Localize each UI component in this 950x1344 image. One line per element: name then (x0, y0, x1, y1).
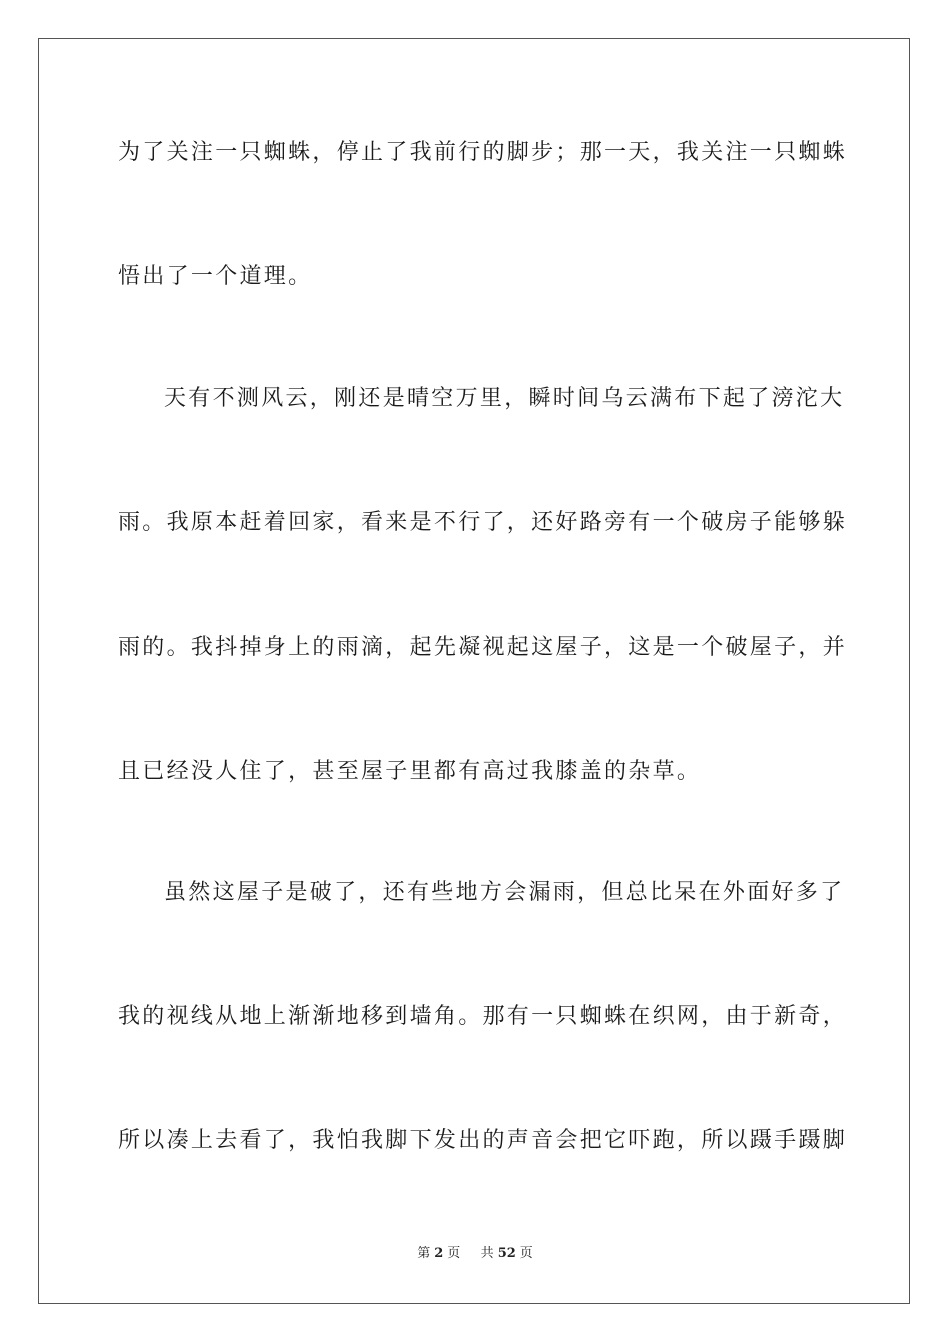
text-line: 悟出了一个道理。 (118, 264, 313, 289)
page-number: 2 (434, 1246, 444, 1261)
text-line: 为了关注一只蜘蛛，停止了我前行的脚步；那一天，我关注一只蜘蛛 (118, 140, 848, 165)
page-border (38, 38, 910, 1304)
total-prefix: 共 (480, 1246, 494, 1261)
page-prefix: 第 (417, 1246, 431, 1261)
page-unit: 页 (447, 1246, 461, 1261)
page-footer (0, 1245, 950, 1263)
text-line: 且已经没人住了，甚至屋子里都有高过我膝盖的杂草。 (118, 759, 702, 784)
text-line: 我的视线从地上渐渐地移到墙角。那有一只蜘蛛在织网，由于新奇， (118, 1004, 848, 1029)
total-unit: 页 (519, 1246, 533, 1261)
text-line: 雨。我原本赶着回家，看来是不行了，还好路旁有一个破房子能够躲 (118, 510, 848, 535)
page-total-indicator (479, 1246, 535, 1261)
text-line: 所以凑上去看了，我怕我脚下发出的声音会把它吓跑，所以蹑手蹑脚 (118, 1128, 848, 1153)
text-line: 雨的。我抖掉身上的雨滴，起先凝视起这屋子，这是一个破屋子，并 (118, 635, 848, 660)
page-total: 52 (497, 1246, 516, 1261)
text-line: 天有不测风云，刚还是晴空万里，瞬时间乌云满布下起了滂沱大 (164, 386, 845, 411)
text-line: 虽然这屋子是破了，还有些地方会漏雨，但总比呆在外面好多了 (164, 880, 845, 905)
page-indicator (415, 1246, 462, 1261)
